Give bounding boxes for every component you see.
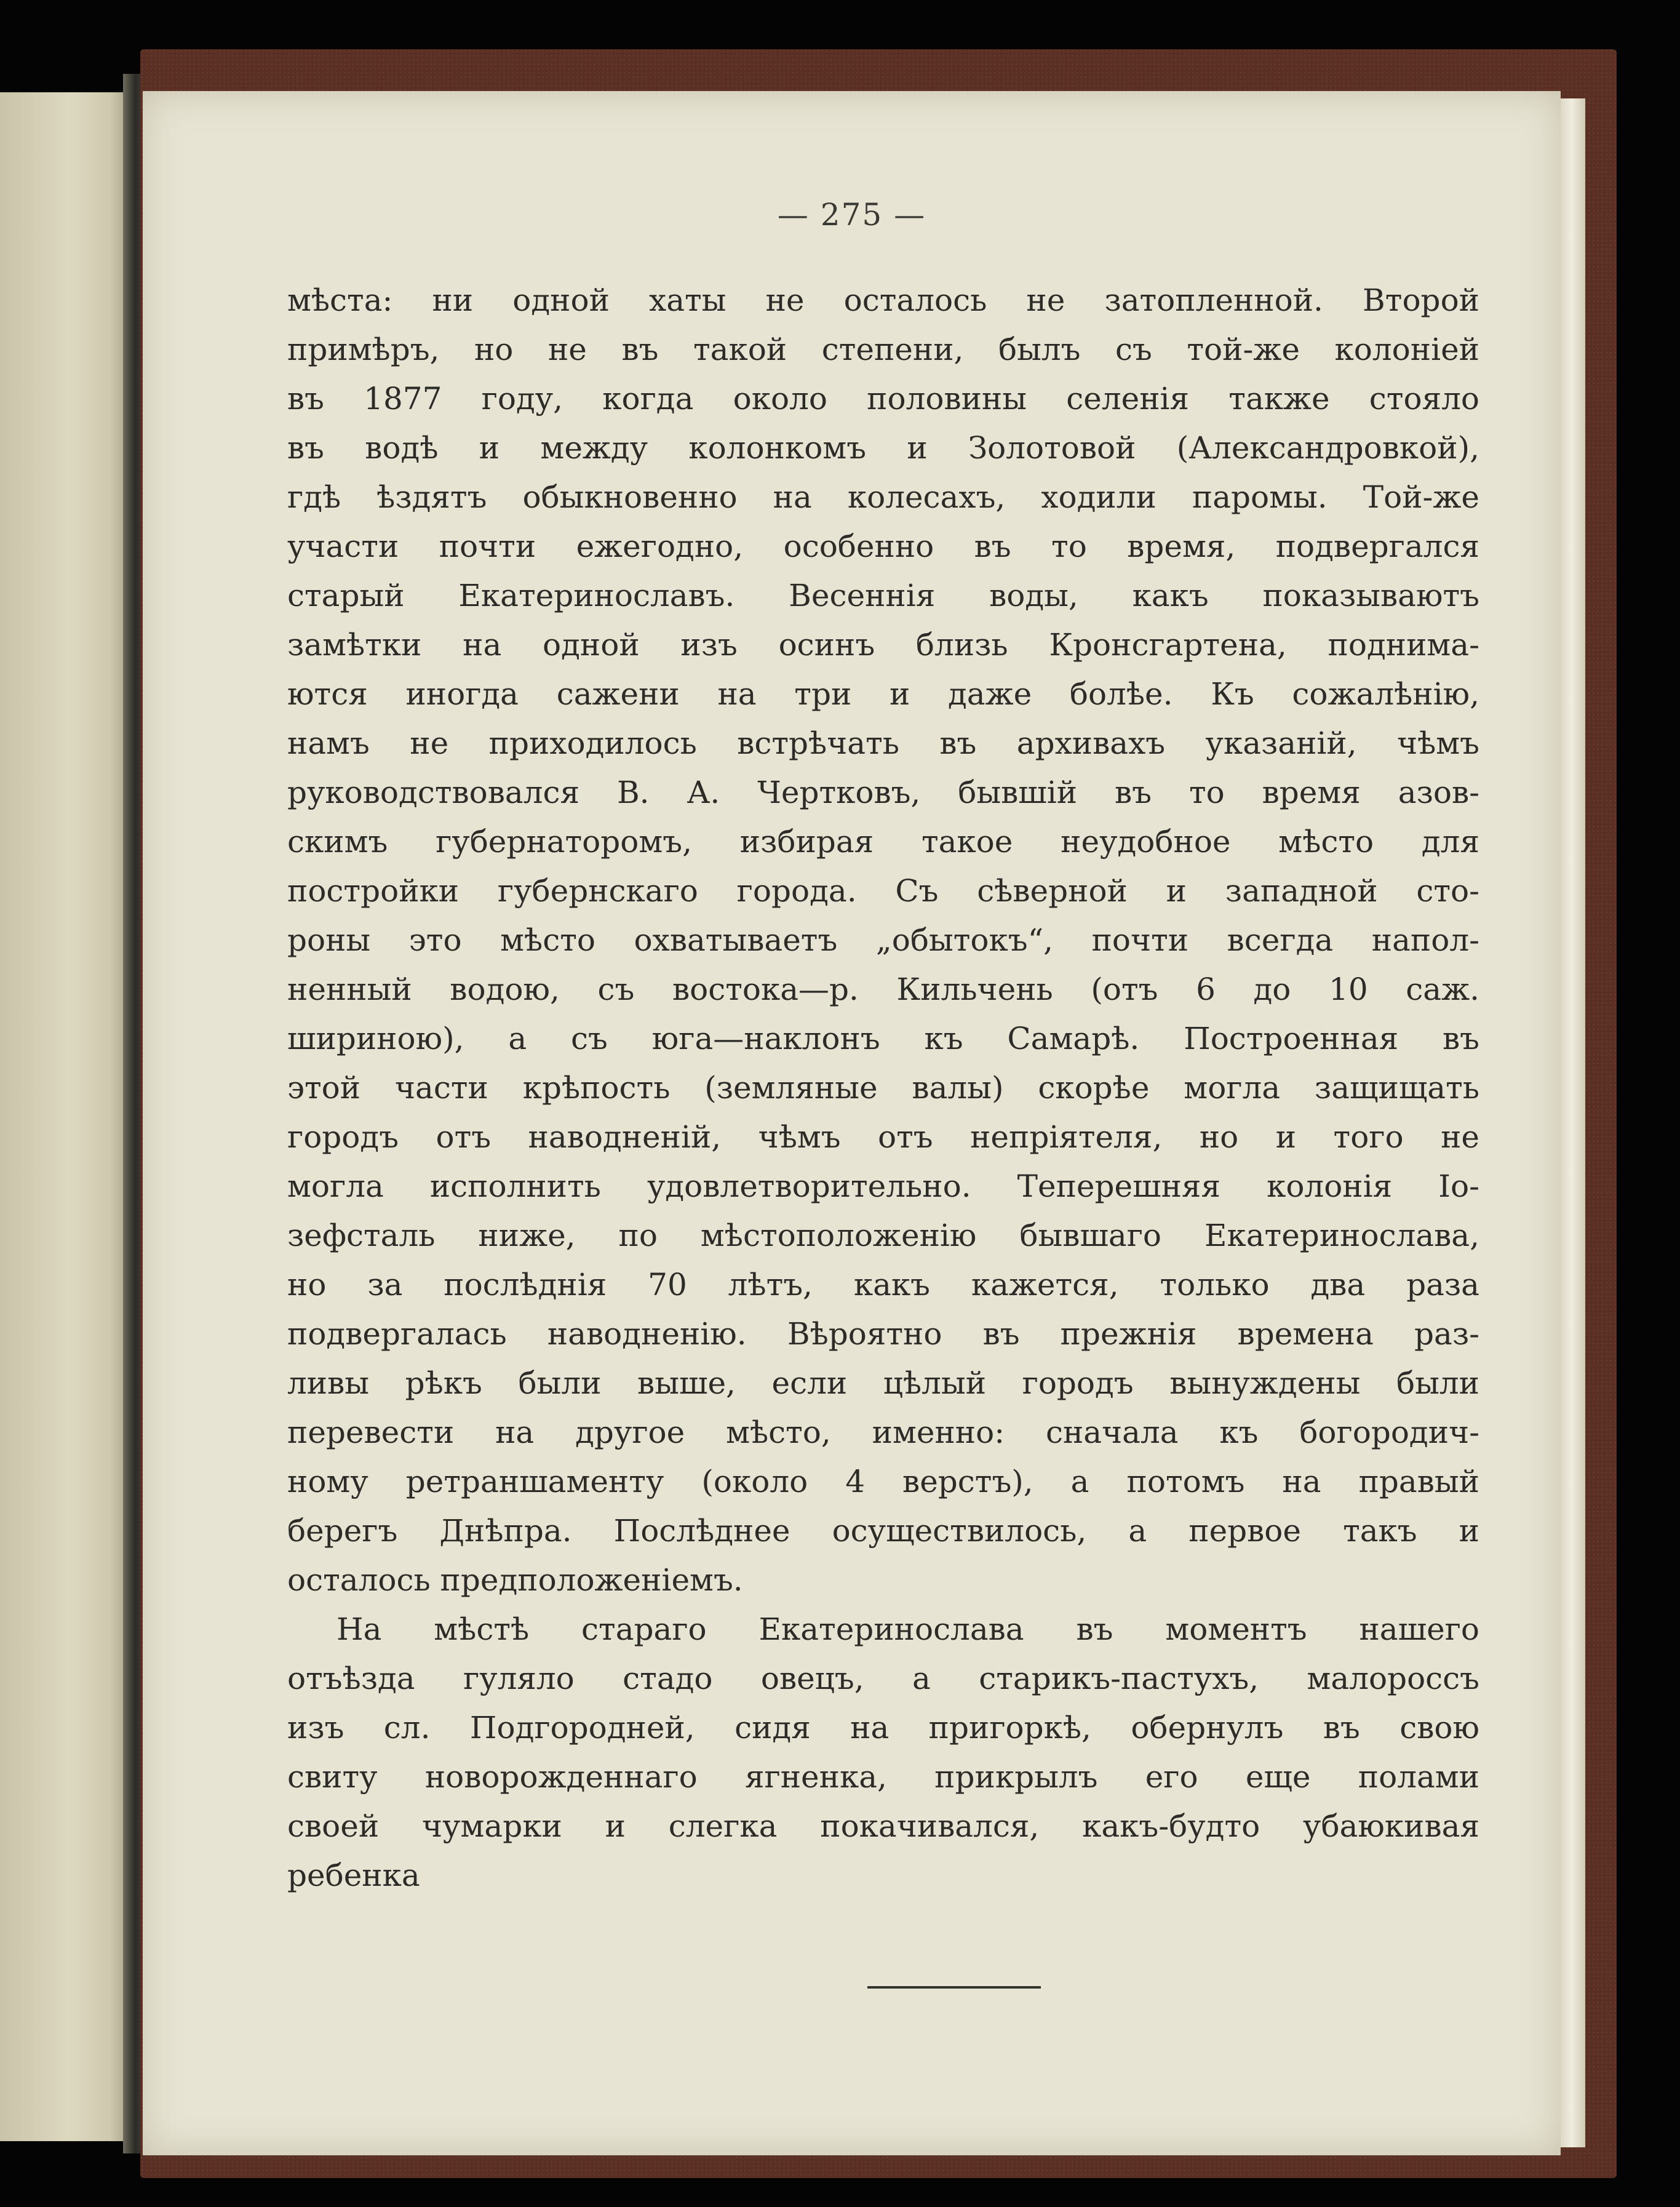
text-line: своей чумарки и слегка покачивался, какъ-будто убаюкивая bbox=[287, 1808, 1479, 1844]
text-line: постройки губернскаго города. Съ сѣверной и западной сто- bbox=[287, 873, 1479, 909]
text-line: въ водѣ и между колонкомъ и Золотовой (Александровкой), bbox=[287, 430, 1479, 466]
text-line: свиту новорожденнаго ягненка, прикрылъ его еще полами bbox=[287, 1759, 1479, 1795]
book-page bbox=[143, 91, 1561, 2155]
text-line: примѣръ, но не въ такой степени, былъ съ той-же колоніей bbox=[287, 332, 1479, 367]
page-stack-edge bbox=[1561, 98, 1585, 2147]
text-line: ребенка bbox=[287, 1858, 420, 1893]
text-line: этой части крѣпость (земляные валы) скорѣе могла защищать bbox=[287, 1070, 1479, 1106]
text-line: перевести на другое мѣсто, именно: сначала къ богородич- bbox=[287, 1415, 1479, 1450]
end-rule bbox=[867, 1986, 1041, 1989]
text-line: берегъ Днѣпра. Послѣднее осуществилось, а первое такъ и bbox=[287, 1513, 1479, 1549]
text-line: замѣтки на одной изъ осинъ близь Кронсгартена, поднима- bbox=[287, 627, 1479, 663]
text-line: отъѣзда гуляло стадо овецъ, а старикъ-пастухъ, малороссъ bbox=[287, 1661, 1479, 1696]
text-line: гдѣ ѣздятъ обыкновенно на колесахъ, ходили паромы. Той-же bbox=[287, 479, 1479, 515]
text-line: зефсталь ниже, по мѣстоположенію бывшаго Екатеринослава, bbox=[287, 1218, 1479, 1253]
body-text bbox=[287, 276, 1479, 1900]
text-line: руководствовался В. А. Чертковъ, бывшій въ то время азов- bbox=[287, 775, 1479, 810]
page-number: — 275 — bbox=[777, 197, 926, 233]
text-line: осталось предположеніемъ. bbox=[287, 1562, 743, 1598]
text-line: намъ не приходилось встрѣчать въ архивахъ указаній, чѣмъ bbox=[287, 725, 1479, 761]
text-line: участи почти ежегодно, особенно въ то время, подвергался bbox=[287, 529, 1479, 564]
text-line: подвергалась наводненію. Вѣроятно въ прежнія времена раз- bbox=[287, 1316, 1479, 1352]
text-line: могла исполнить удовлетворительно. Теперешняя колонія Іо- bbox=[287, 1168, 1479, 1204]
text-line: скимъ губернаторомъ, избирая такое неудобное мѣсто для bbox=[287, 824, 1479, 860]
text-line: но за послѣднія 70 лѣтъ, какъ кажется, только два раза bbox=[287, 1267, 1479, 1303]
text-line: ненный водою, съ востока—р. Кильчень (отъ 6 до 10 саж. bbox=[287, 972, 1479, 1007]
text-line: роны это мѣсто охватываетъ „обытокъ“, почти всегда напол- bbox=[287, 922, 1479, 958]
text-line: шириною), а съ юга—наклонъ къ Самарѣ. Построенная въ bbox=[287, 1021, 1479, 1056]
facing-page-edge bbox=[0, 92, 129, 2141]
text-line: ному ретраншаменту (около 4 верстъ), а потомъ на правый bbox=[287, 1464, 1479, 1499]
text-line: На мѣстѣ стараго Екатеринослава въ моментъ нашего bbox=[336, 1611, 1479, 1647]
text-line: ливы рѣкъ были выше, если цѣлый городъ вынуждены были bbox=[287, 1365, 1479, 1401]
text-line: мѣста: ни одной хаты не осталось не затопленной. Второй bbox=[287, 282, 1479, 318]
text-line: ются иногда сажени на три и даже болѣе. Къ сожалѣнію, bbox=[287, 676, 1479, 712]
text-line: городъ отъ наводненій, чѣмъ отъ непріятеля, но и того не bbox=[287, 1119, 1479, 1155]
text-line: въ 1877 году, когда около половины селенія также стояло bbox=[287, 381, 1479, 417]
text-line: изъ сл. Подгородней, сидя на пригоркѣ, обернулъ въ свою bbox=[287, 1710, 1479, 1746]
text-line: старый Екатеринославъ. Весеннія воды, какъ показываютъ bbox=[287, 578, 1479, 613]
